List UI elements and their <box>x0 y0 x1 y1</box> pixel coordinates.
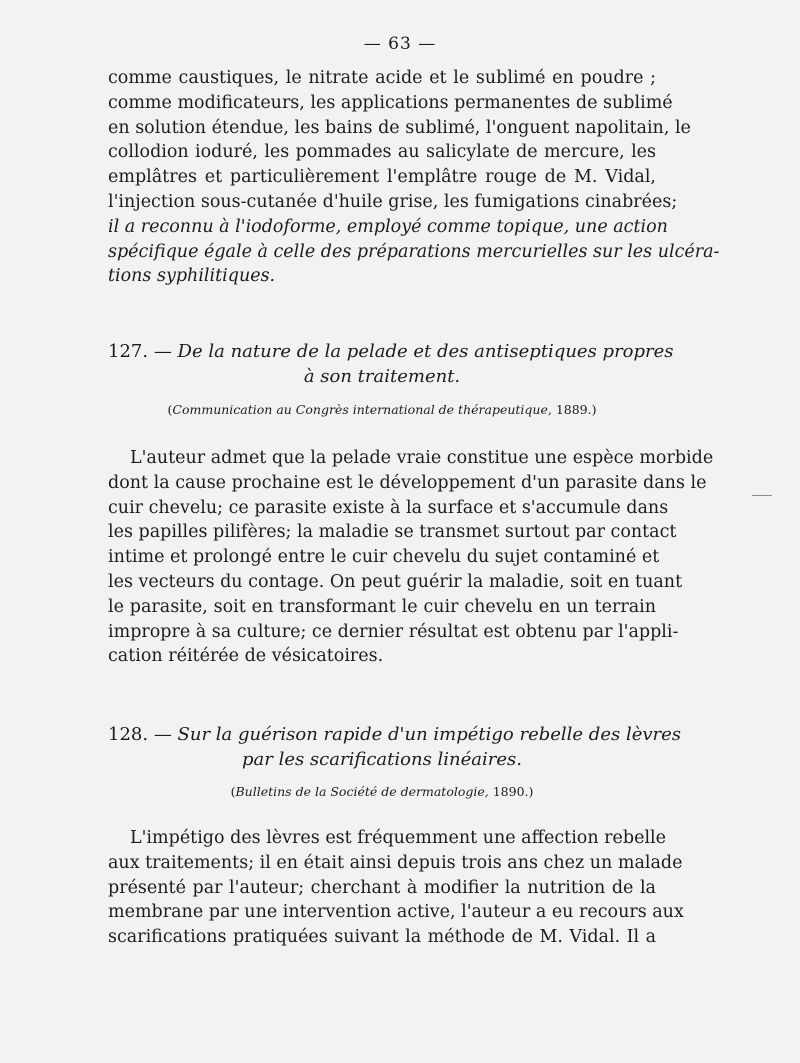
source-paren: ( <box>230 784 236 799</box>
section-number: 127. <box>108 341 149 362</box>
text-line: impropre à sa culture; ce dernier résultat est obtenu par l'appli- <box>108 621 679 642</box>
text-line: dont la cause prochaine est le développement d'un parasite dans le <box>108 472 707 493</box>
text-line: comme caustiques, le nitrate acide et le sublimé en poudre ; <box>108 68 656 88</box>
page-number: — 63 — <box>363 34 437 54</box>
section-title: Sur la guérison rapide d'un impétigo rebelle des lèvres <box>177 724 682 745</box>
section-128-body <box>108 826 684 950</box>
section-title: De la nature de la pelade et des antiseptiques propres <box>177 341 674 362</box>
source-year: 1889.) <box>551 402 597 417</box>
text-line: emplâtres et particulièrement l'emplâtre rouge de M. Vidal, <box>108 167 656 188</box>
source-year: 1890.) <box>488 784 534 799</box>
text-line: l'injection sous-cutanée d'huile grise, les fumigations cinabrées; <box>108 191 678 212</box>
text-line: cation réitérée de vésicatoires. <box>108 646 384 667</box>
source-paren: ( <box>167 402 173 417</box>
text-line: L'auteur admet que la pelade vraie constitue une espèce morbide <box>130 448 714 468</box>
section-127-heading <box>108 340 674 390</box>
section-title-line <box>108 723 682 748</box>
text-line: aux traitements; il en était ainsi depuis trois ans chez un malade <box>108 852 683 873</box>
text-line: L'impétigo des lèvres est fréquemment une affection rebelle <box>130 828 667 848</box>
intro-paragraph <box>108 66 720 289</box>
section-dash: — <box>153 341 172 362</box>
section-127-body <box>108 446 714 669</box>
text-line: en solution étendue, les bains de sublimé, l'onguent napolitain, le <box>108 117 691 138</box>
section-title-line-2: par les scarifications linéaires. <box>241 748 523 770</box>
text-line: tions syphilitiques. <box>108 266 276 287</box>
section-127-source <box>108 402 656 417</box>
text-line: le parasite, soit en transformant le cuir chevelu en un terrain <box>108 596 656 617</box>
margin-mark <box>752 495 772 496</box>
text-line: comme modificateurs, les applications permanentes de sublimé <box>108 92 673 113</box>
text-line: collodion ioduré, les pommades au salicylate de mercure, les <box>108 142 656 163</box>
section-128-heading <box>108 723 682 773</box>
text-line: cuir chevelu; ce parasite existe à la surface et s'accumule dans <box>108 497 669 518</box>
text-line: présenté par l'auteur; cherchant à modifier la nutrition de la <box>108 877 656 898</box>
source-title: Communication au Congrès international de thérapeutique, <box>172 402 552 417</box>
text-line: spécifique égale à celle des préparations mercurielles sur les ulcéra- <box>108 241 720 262</box>
section-title-line-2: à son traitement. <box>303 365 461 387</box>
text-line: intime et prolongé entre le cuir chevelu du sujet contaminé et <box>108 547 660 568</box>
text-line: membrane par une intervention active, l'auteur a eu recours aux <box>108 902 684 923</box>
section-128-source <box>108 784 656 799</box>
text-line: scarifications pratiquées suivant la méthode de M. Vidal. Il a <box>108 927 656 948</box>
section-title-line <box>108 340 674 365</box>
source-title: Bulletins de la Société de dermatologie, <box>235 784 489 799</box>
section-number: 128. <box>108 724 149 745</box>
text-line: il a reconnu à l'iodoforme, employé comme topique, une action <box>108 216 668 237</box>
text-line: les vecteurs du contage. On peut guérir la maladie, soit en tuant <box>108 571 683 592</box>
text-line: les papilles pilifères; la maladie se transmet surtout par contact <box>108 522 677 543</box>
section-dash: — <box>153 724 172 745</box>
